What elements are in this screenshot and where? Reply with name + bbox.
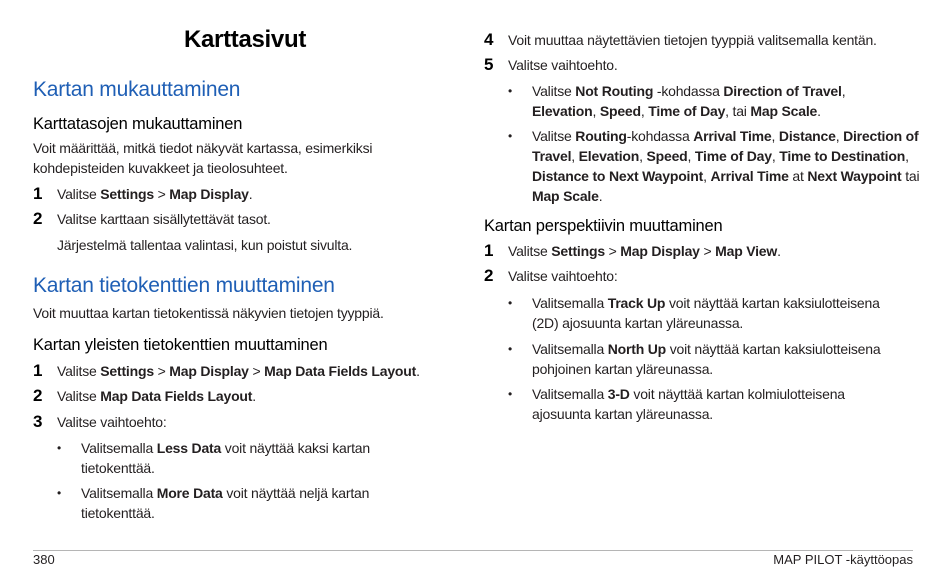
bullet-dot: • (508, 129, 513, 143)
step-2-perspective: 2 Valitse vaihtoehto: (484, 266, 618, 285)
bullet-less-data: • Valitsemalla Less Data voit näyttää kaksi kartan tietokenttää. (57, 440, 370, 476)
map-layers-note: Järjestelmä tallentaa valintasi, kun poistut sivulta. (57, 237, 353, 253)
subsection-title-general-data-fields: Kartan yleisten tietokenttien muuttaminen (33, 336, 328, 354)
step-2-map-layers: 2 Valitse karttaan sisällytettävät tasot. (33, 209, 271, 228)
step-number: 2 (484, 266, 494, 285)
step-number: 1 (484, 241, 494, 260)
bullet-dot: • (57, 486, 62, 500)
bullet-not-routing: • Valitse Not Routing -kohdassa Direction of Travel, Elevation, Speed, Time of Day, tai Map Scale. (508, 83, 846, 119)
map-data-fields-intro: Voit muuttaa kartan tietokentissä näkyvien tietojen tyyppiä. (33, 305, 384, 321)
step-1-data-fields: 1 Valitse Settings > Map Display > Map Data Fields Layout. (33, 361, 420, 380)
bullet-routing: • Valitse Routing-kohdassa Arrival Time, Distance, Direction of Travel, Elevation, Speed, Time of Day, Time to Destination, Distance to Next Waypoint, Arrival Time at Next Waypoint tai Map Scale. (508, 128, 920, 204)
step-4-data-fields: 4 Voit muuttaa näytettävien tietojen tyyppiä valitsemalla kentän. (484, 30, 877, 49)
bullet-dot: • (508, 296, 513, 310)
bullet-3d: • Valitsemalla 3-D voit näyttää kartan kolmiulotteisena ajosuunta kartan yläreunassa. (508, 386, 845, 422)
subsection-title-map-perspective: Kartan perspektiivin muuttaminen (484, 217, 723, 235)
step-1-map-layers: 1 Valitse Settings > Map Display. (33, 184, 253, 203)
step-2-data-fields: 2 Valitse Map Data Fields Layout. (33, 386, 256, 405)
bullet-dot: • (508, 84, 513, 98)
bullet-north-up: • Valitsemalla North Up voit näyttää kartan kaksiulotteisena pohjoinen kartan yläreunassa. (508, 341, 881, 377)
footer-divider (33, 550, 913, 551)
bullet-track-up: • Valitsemalla Track Up voit näyttää kartan kaksiulotteisena (2D) ajosuunta kartan yläreunassa. (508, 295, 880, 331)
step-number: 2 (33, 209, 43, 228)
map-layers-intro: Voit määrittää, mitkä tiedot näkyvät kartassa, esimerkiksi kohdepisteiden kuvakkeet ja tieolosuhteet. (33, 140, 373, 176)
document-title: MAP PILOT -käyttöopas (773, 552, 913, 567)
step-number: 2 (33, 386, 43, 405)
page-title: Karttasivut (183, 26, 307, 53)
page-number: 380 (33, 552, 55, 567)
bullet-more-data: • Valitsemalla More Data voit näyttää neljä kartan tietokenttää. (57, 485, 370, 521)
bullet-dot: • (508, 387, 513, 401)
subsection-title-map-layers: Karttatasojen mukauttaminen (33, 115, 243, 133)
step-number: 1 (33, 184, 43, 203)
step-5-data-fields: 5 Valitse vaihtoehto. (484, 55, 618, 74)
step-number: 3 (33, 412, 43, 431)
section-title-map-data-fields: Kartan tietokenttien muuttaminen (33, 274, 335, 297)
step-number: 5 (484, 55, 494, 74)
section-title-customize-map: Kartan mukauttaminen (33, 78, 241, 101)
step-number: 1 (33, 361, 43, 380)
bullet-dot: • (508, 342, 513, 356)
bullet-dot: • (57, 441, 62, 455)
step-1-perspective: 1 Valitse Settings > Map Display > Map View. (484, 241, 781, 260)
step-3-data-fields: 3 Valitse vaihtoehto: (33, 412, 167, 431)
step-number: 4 (484, 30, 494, 49)
